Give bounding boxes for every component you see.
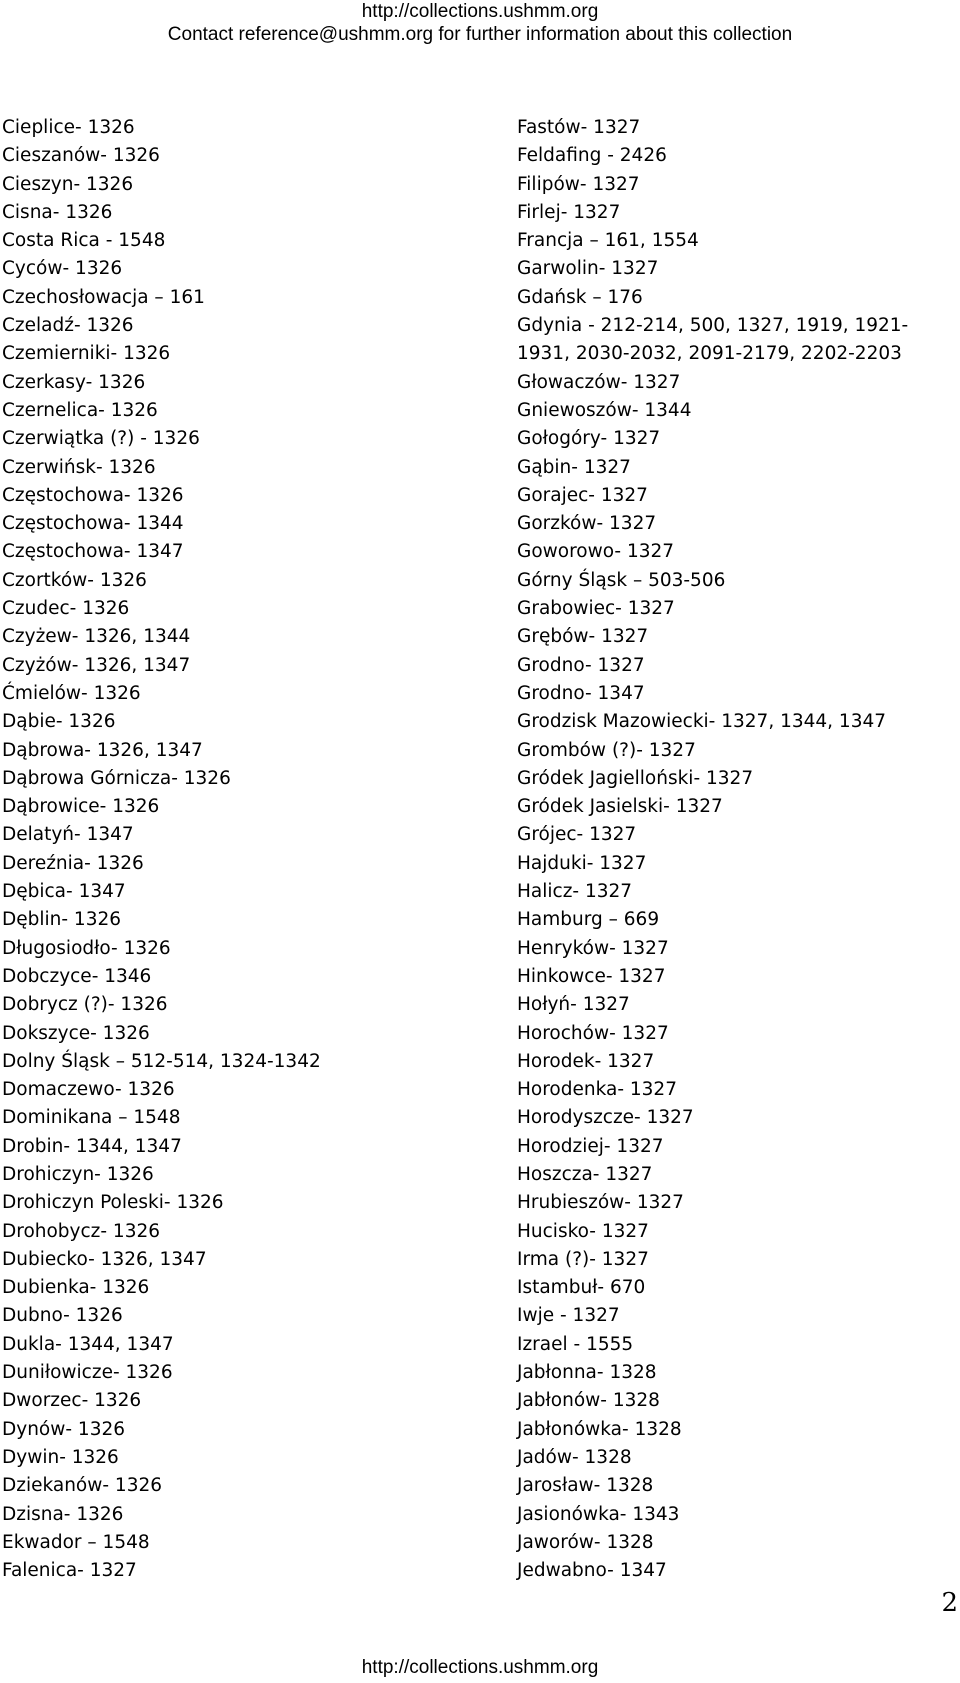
index-entry: Częstochowa- 1344 xyxy=(2,513,184,535)
index-entry: Jabłonna- 1328 xyxy=(517,1362,657,1384)
index-entry: Głowaczów- 1327 xyxy=(517,371,681,393)
index-entry: Dąbrowa Górnicza- 1326 xyxy=(2,767,231,789)
index-entry: Grabowiec- 1327 xyxy=(517,598,675,620)
index-entry: Hinkowce- 1327 xyxy=(517,965,666,987)
index-entry: Dąbrowice- 1326 xyxy=(2,796,160,818)
index-entry: Ekwador – 1548 xyxy=(2,1531,150,1553)
index-left-column xyxy=(2,114,482,1585)
index-entry: Dubiecko- 1326, 1347 xyxy=(2,1248,207,1270)
index-entry: Jedwabno- 1347 xyxy=(517,1560,667,1582)
index-entry: Gródek Jagielloński- 1327 xyxy=(517,767,754,789)
index-entry: Garwolin- 1327 xyxy=(517,258,659,280)
index-entry: Fastów- 1327 xyxy=(517,117,641,138)
index-entry: Grębów- 1327 xyxy=(517,626,649,648)
index-entry: Jarosław- 1328 xyxy=(517,1475,654,1497)
index-entry: Firlej- 1327 xyxy=(517,201,621,223)
index-entry: Dominikana – 1548 xyxy=(2,1107,181,1129)
index-entry: Halicz- 1327 xyxy=(517,881,633,903)
index-entry: Horodek- 1327 xyxy=(517,1050,655,1072)
index-entry: Długosiodło- 1326 xyxy=(2,937,171,959)
index-entry: Grodno- 1327 xyxy=(517,654,645,676)
index-entry: Gorzków- 1327 xyxy=(517,513,657,535)
index-entry: Hołyń- 1327 xyxy=(517,994,630,1016)
index-entry: Grójec- 1327 xyxy=(517,824,637,846)
index-entry: Dokszyce- 1326 xyxy=(2,1022,150,1044)
header-contact-line: Contact reference@ushmm.org for further information about this collection xyxy=(167,24,793,45)
index-entry: Grombów (?)- 1327 xyxy=(517,739,696,761)
index-entry: Czortków- 1326 xyxy=(2,569,147,591)
index-entry: Czeladź- 1326 xyxy=(2,315,134,337)
index-entry: Costa Rica - 1548 xyxy=(2,230,166,252)
index-entry: Dworzec- 1326 xyxy=(2,1390,142,1412)
index-entry: Delatyń- 1347 xyxy=(2,824,134,846)
index-entry: Filipów- 1327 xyxy=(517,173,640,195)
index-entry: 1931, 2030-2032, 2091-2179, 2202-2203 xyxy=(517,343,902,365)
index-entry: Gąbin- 1327 xyxy=(517,456,631,478)
index-entry: Dąbrowa- 1326, 1347 xyxy=(2,739,203,761)
index-entry: Feldafing - 2426 xyxy=(517,145,667,167)
index-entry: Horochów- 1327 xyxy=(517,1022,669,1044)
index-entry: Istambuł- 670 xyxy=(517,1277,646,1299)
index-entry: Cyców- 1326 xyxy=(2,258,123,280)
index-entry: Gródek Jasielski- 1327 xyxy=(517,796,723,818)
index-entry: Gdynia - 212-214, 500, 1327, 1919, 1921- xyxy=(517,315,909,337)
index-entry: Częstochowa- 1347 xyxy=(2,541,184,563)
index-entry: Irma (?)- 1327 xyxy=(517,1248,649,1270)
index-entry: Cieszanów- 1326 xyxy=(2,145,160,167)
index-entry: Cisna- 1326 xyxy=(2,201,113,223)
index-entry: Czerkasy- 1326 xyxy=(2,371,146,393)
index-entry: Jaworów- 1328 xyxy=(517,1531,654,1553)
index-entry: Czerwiątka (?) - 1326 xyxy=(2,428,200,450)
index-entry: Domaczewo- 1326 xyxy=(2,1079,175,1101)
index-entry: Grodzisk Mazowiecki- 1327, 1344, 1347 xyxy=(517,711,887,733)
header-url: http://collections.ushmm.org xyxy=(361,1,599,22)
index-entry: Dywin- 1326 xyxy=(2,1446,119,1468)
index-entry: Czudec- 1326 xyxy=(2,598,130,620)
index-entry: Grodno- 1347 xyxy=(517,682,645,704)
index-entry: Horodyszcze- 1327 xyxy=(517,1107,694,1129)
index-entry: Dukla- 1344, 1347 xyxy=(2,1333,174,1355)
index-entry: Hajduki- 1327 xyxy=(517,852,647,874)
index-entry: Czemierniki- 1326 xyxy=(2,343,171,365)
index-entry: Iwje - 1327 xyxy=(517,1305,620,1327)
index-entry: Jabłonów- 1328 xyxy=(517,1390,660,1412)
index-entry: Dęblin- 1326 xyxy=(2,909,122,931)
index-entry: Dobczyce- 1346 xyxy=(2,965,152,987)
index-entry: Gorajec- 1327 xyxy=(517,484,648,506)
index-entry: Horodenka- 1327 xyxy=(517,1079,677,1101)
index-entry: Duniłowicze- 1326 xyxy=(2,1362,173,1384)
index-entry: Drohobycz- 1326 xyxy=(2,1220,161,1242)
index-entry: Gniewoszów- 1344 xyxy=(517,399,692,421)
index-entry: Dubno- 1326 xyxy=(2,1305,123,1327)
index-entry: Dębica- 1347 xyxy=(2,881,126,903)
index-entry: Henryków- 1327 xyxy=(517,937,669,959)
index-entry: Drohiczyn- 1326 xyxy=(2,1163,154,1185)
index-entry: Jasionówka- 1343 xyxy=(517,1503,680,1525)
index-entry: Dereźnia- 1326 xyxy=(2,852,144,874)
index-entry: Dobrycz (?)- 1326 xyxy=(2,994,168,1016)
index-entry: Gołogóry- 1327 xyxy=(517,428,661,450)
index-entry: Czyżew- 1326, 1344 xyxy=(2,626,191,648)
index-entry: Czyżów- 1326, 1347 xyxy=(2,654,191,676)
footer-url: http://collections.ushmm.org xyxy=(361,1657,599,1678)
index-entry: Izrael - 1555 xyxy=(517,1333,634,1355)
page-number: 2 xyxy=(941,1588,958,1618)
index-entry: Drohiczyn Poleski- 1326 xyxy=(2,1192,224,1214)
index-entry: Dubienka- 1326 xyxy=(2,1277,150,1299)
index-entry: Górny Śląsk – 503-506 xyxy=(517,569,726,591)
index-entry: Dynów- 1326 xyxy=(2,1418,126,1440)
index-entry: Drobin- 1344, 1347 xyxy=(2,1135,182,1157)
index-right-column xyxy=(517,114,957,1585)
index-entry: Hucisko- 1327 xyxy=(517,1220,649,1242)
index-entry: Hrubieszów- 1327 xyxy=(517,1192,684,1214)
index-entry: Hamburg – 669 xyxy=(517,909,660,931)
index-entry: Czechosłowacja – 161 xyxy=(2,286,205,308)
index-entry: Dąbie- 1326 xyxy=(2,711,116,733)
index-entry: Czerwińsk- 1326 xyxy=(2,456,156,478)
index-entry: Jabłonówka- 1328 xyxy=(517,1418,682,1440)
index-entry: Jadów- 1328 xyxy=(517,1446,632,1468)
index-entry: Francja – 161, 1554 xyxy=(517,230,699,252)
index-entry: Gdańsk – 176 xyxy=(517,286,643,308)
index-entry: Horodziej- 1327 xyxy=(517,1135,664,1157)
index-entry: Falenica- 1327 xyxy=(2,1560,137,1582)
index-entry: Dziekanów- 1326 xyxy=(2,1475,163,1497)
index-entry: Dzisna- 1326 xyxy=(2,1503,124,1525)
index-entry: Cieplice- 1326 xyxy=(2,117,135,138)
index-entry: Ćmielów- 1326 xyxy=(2,682,141,704)
index-entry: Hoszcza- 1327 xyxy=(517,1163,653,1185)
index-entry: Czernelica- 1326 xyxy=(2,399,158,421)
index-entry: Goworowo- 1327 xyxy=(517,541,675,563)
index-entry: Cieszyn- 1326 xyxy=(2,173,134,195)
index-entry: Częstochowa- 1326 xyxy=(2,484,184,506)
index-entry: Dolny Śląsk – 512-514, 1324-1342 xyxy=(2,1050,321,1072)
